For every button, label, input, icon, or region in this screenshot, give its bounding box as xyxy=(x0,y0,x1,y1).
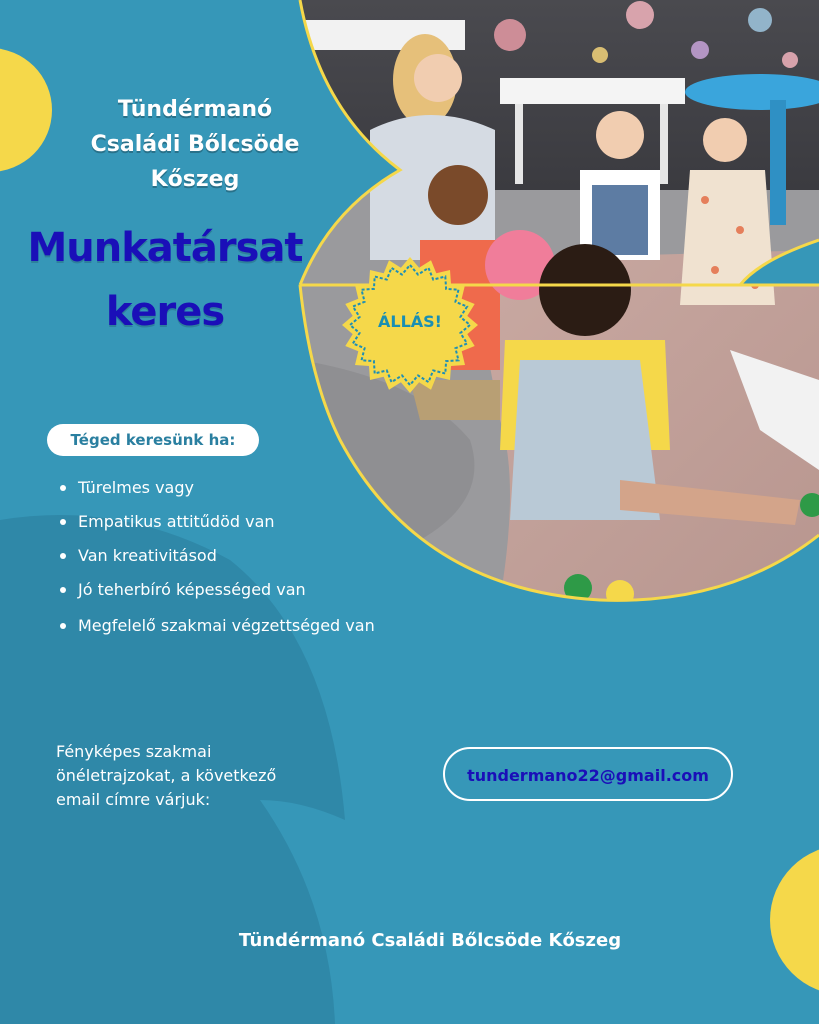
list-item: Türelmes vagy xyxy=(58,475,375,509)
org-title-line3: Kőszeg xyxy=(150,167,240,192)
org-title-line1: Tündérmanó xyxy=(117,97,273,122)
list-item: Jó teherbíró képességed van xyxy=(58,577,375,613)
requirements-list xyxy=(58,475,375,647)
org-title xyxy=(60,92,330,197)
footer-org-name: Tündérmanó Családi Bőlcsöde Kőszeg xyxy=(238,930,622,951)
badge-label: ÁLLÁS! xyxy=(378,312,442,331)
list-item: Megfelelő szakmai végzettséged van xyxy=(58,613,375,647)
apply-instructions: Fényképes szakmai önéletrajzokat, a következő email címre várjuk: xyxy=(56,742,277,809)
headline-line2: keres xyxy=(105,289,225,335)
email-button[interactable]: tundermano22@gmail.com xyxy=(443,747,733,801)
yellow-circle-bottom-right xyxy=(770,845,819,995)
list-item: Van kreativitásod xyxy=(58,543,375,577)
list-item: Empatikus attitűdöd van xyxy=(58,509,375,543)
headline-line1: Munkatársat xyxy=(27,225,303,271)
requirements-heading: Téged keresünk ha: xyxy=(47,424,259,456)
org-title-line2: Családi Bőlcsöde xyxy=(90,132,300,157)
yellow-circle-top-left xyxy=(0,48,52,172)
